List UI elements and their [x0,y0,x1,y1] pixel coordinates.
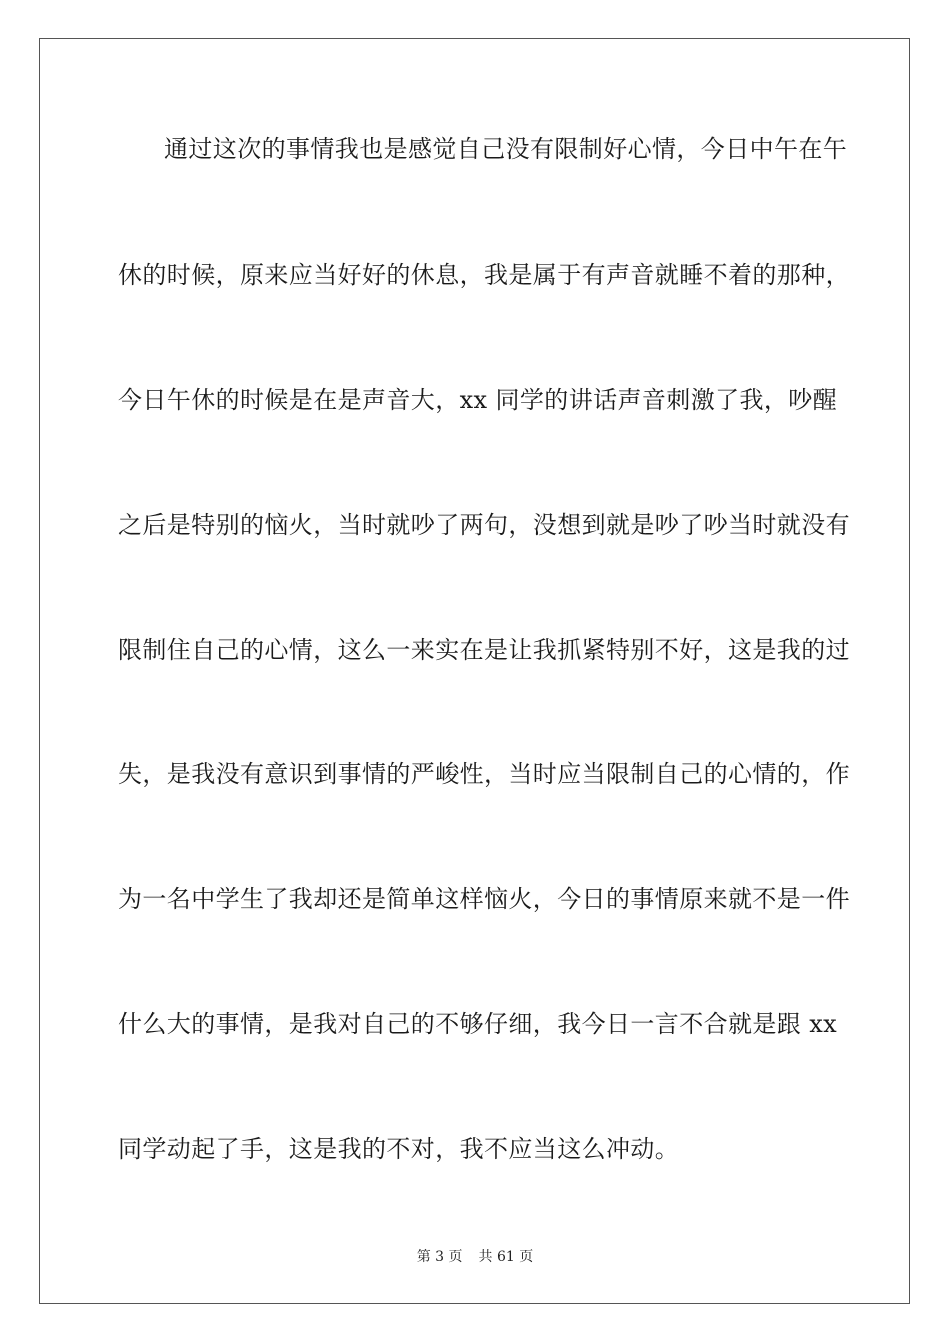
paragraph-line: 休的时候，原来应当好好的休息，我是属于有声音就睡不着的那种， [118,261,850,289]
paragraph-line: 同学动起了手，这是我的不对，我不应当这么冲动。 [118,1135,680,1163]
page-border [39,38,910,1304]
paragraph-line: 之后是特别的恼火，当时就吵了两句，没想到就是吵了吵当时就没有 [118,511,850,539]
page-total: 共 61 页 [478,1249,534,1265]
paragraph-line: 什么大的事情，是我对自己的不够仔细，我今日一言不合就是跟 xx [118,1010,838,1038]
paragraph-line: 为一名中学生了我却还是简单这样恼火，今日的事情原来就不是一件 [118,885,850,913]
paragraph-line: 通过这次的事情我也是感觉自己没有限制好心情，今日中午在午 [164,135,848,163]
page-footer [0,1248,950,1266]
paragraph-line: 限制住自己的心情，这么一来实在是让我抓紧特别不好，这是我的过 [118,636,850,664]
paragraph-line: 今日午休的时候是在是声音大，xx 同学的讲话声音刺激了我，吵醒 [118,386,838,414]
page-number: 第 3 页 [416,1249,463,1265]
paragraph-line: 失，是我没有意识到事情的严峻性，当时应当限制自己的心情的，作 [118,760,850,788]
